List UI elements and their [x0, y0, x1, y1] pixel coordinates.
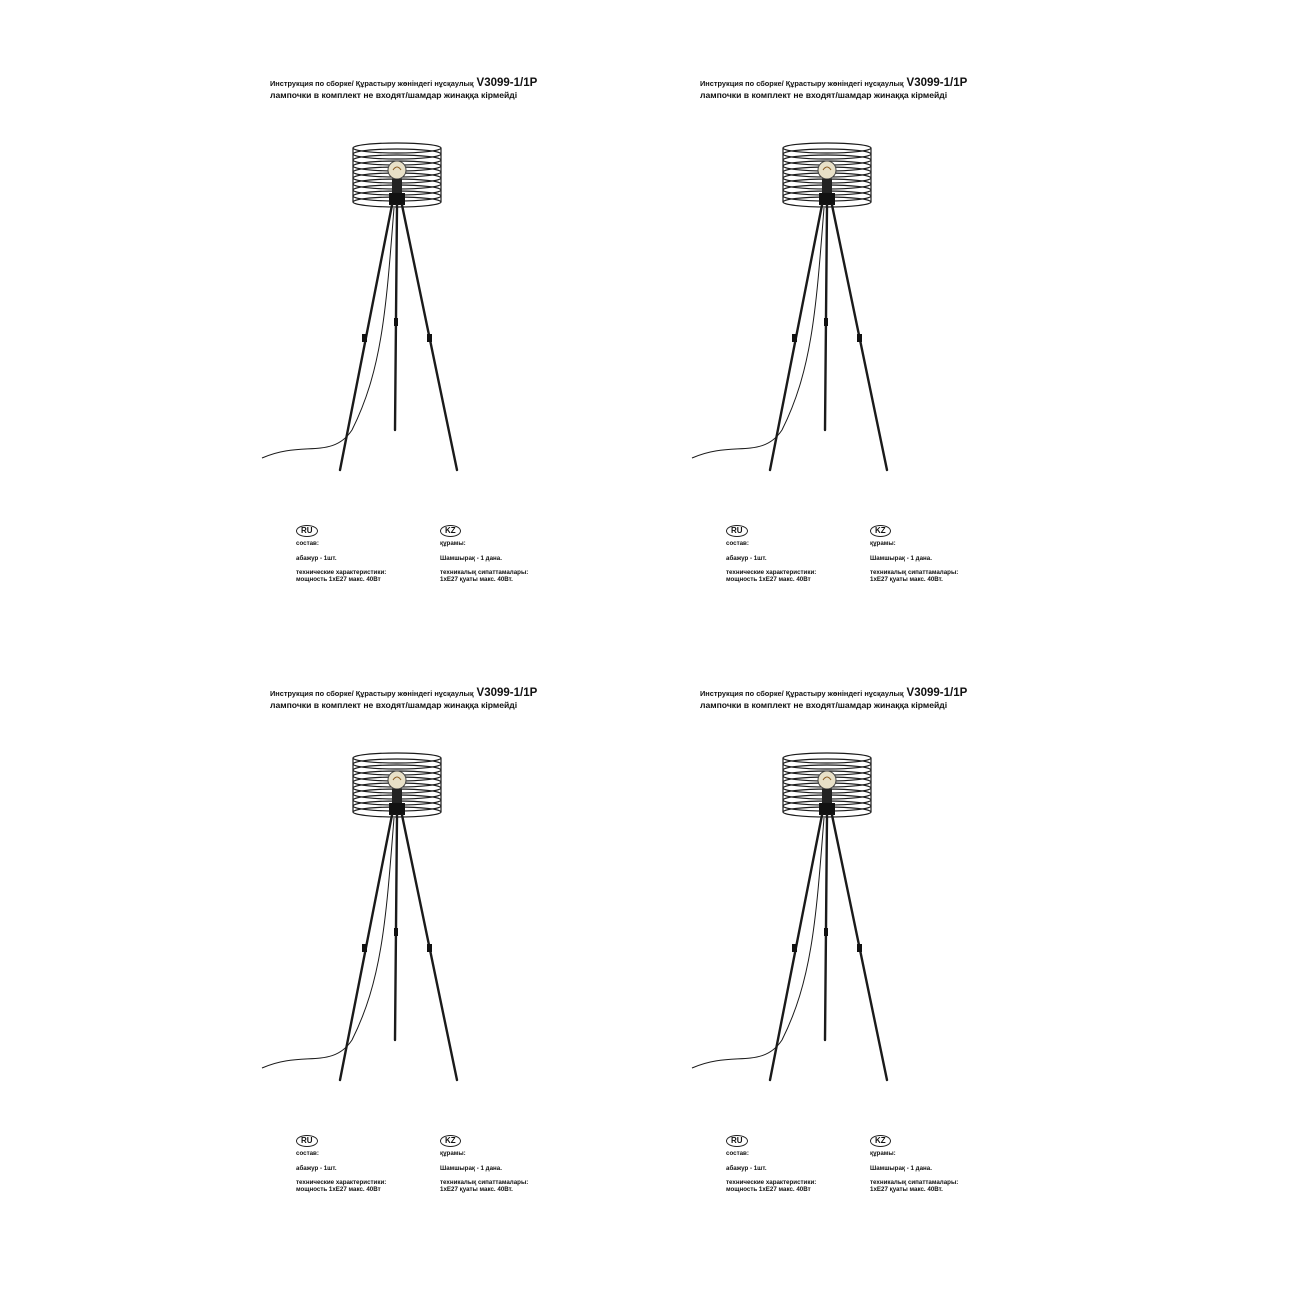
kz-spec-block [870, 525, 1030, 584]
kz-badge-icon: KZ [440, 525, 461, 537]
ru-spec-block [726, 525, 871, 584]
tripod-floor-lamp-illustration [282, 750, 512, 1090]
ru-tech-label: технические характеристики: [726, 1178, 817, 1186]
ru-composition-label: состав: [296, 1150, 319, 1157]
kz-item: Шамшырақ - 1 дана. [870, 1165, 932, 1173]
kz-tech-value: 1хЕ27 қуаты макс. 40Вт. [440, 1186, 513, 1194]
kz-tech-label: техникалық сипаттамалары: [440, 568, 529, 576]
sheet-title: Инструкция по сборке/ Құрастыру жөніндегі нұсқаулық V3099-1/1P [270, 687, 538, 699]
kz-item: Шамшырақ - 1 дана. [440, 1165, 502, 1173]
ru-tech-label: технические характеристики: [296, 568, 387, 576]
kz-spec-block [440, 525, 600, 584]
sheet-title: Инструкция по сборке/ Құрастыру жөніндегі нұсқаулық V3099-1/1P [700, 77, 968, 89]
model-code: V3099-1/1P [906, 687, 968, 699]
kz-badge-icon: KZ [440, 1135, 461, 1147]
instruction-sheet [222, 45, 652, 655]
ru-spec-block [296, 525, 441, 584]
tripod-floor-lamp-illustration [712, 750, 942, 1090]
ru-badge-icon: RU [296, 525, 318, 537]
model-code: V3099-1/1P [476, 77, 538, 89]
kz-tech-value: 1хЕ27 қуаты макс. 40Вт. [870, 576, 943, 584]
sheet-subtitle: лампочки в комплект не входят/шамдар жинаққа кірмейді [700, 700, 948, 710]
kz-composition-label: құрамы: [870, 540, 896, 547]
kz-composition-label: құрамы: [440, 1150, 466, 1157]
ru-composition-label: состав: [726, 1150, 749, 1157]
model-code: V3099-1/1P [476, 687, 538, 699]
ru-tech-label: технические характеристики: [726, 568, 817, 576]
ru-tech-label: технические характеристики: [296, 1178, 387, 1186]
sheet-header [270, 687, 650, 710]
ru-badge-icon: RU [726, 525, 748, 537]
instruction-sheet [652, 45, 1082, 655]
kz-spec-block [870, 1135, 1030, 1194]
ru-composition-label: состав: [296, 540, 319, 547]
ru-item: абажур - 1шт. [726, 555, 767, 563]
kz-badge-icon: KZ [870, 525, 891, 537]
ru-item: абажур - 1шт. [726, 1165, 767, 1173]
kz-tech-label: техникалық сипаттамалары: [870, 568, 959, 576]
ru-composition-label: состав: [726, 540, 749, 547]
kz-item: Шамшырақ - 1 дана. [870, 555, 932, 563]
kz-tech-label: техникалық сипаттамалары: [870, 1178, 959, 1186]
kz-tech-value: 1хЕ27 қуаты макс. 40Вт. [440, 576, 513, 584]
kz-spec-block [440, 1135, 600, 1194]
sheet-subtitle: лампочки в комплект не входят/шамдар жинаққа кірмейді [270, 700, 518, 710]
kz-composition-label: құрамы: [440, 540, 466, 547]
sheet-header [270, 77, 650, 100]
ru-spec-block [296, 1135, 441, 1194]
sheet-subtitle: лампочки в комплект не входят/шамдар жинаққа кірмейді [700, 90, 948, 100]
ru-tech-value: мощность 1хЕ27 макс. 40Вт [726, 1186, 811, 1194]
kz-badge-icon: KZ [870, 1135, 891, 1147]
ru-badge-icon: RU [296, 1135, 318, 1147]
tripod-floor-lamp-illustration [712, 140, 942, 480]
sheet-header [700, 687, 1080, 710]
sheet-title: Инструкция по сборке/ Құрастыру жөніндегі нұсқаулық V3099-1/1P [270, 77, 538, 89]
ru-spec-block [726, 1135, 871, 1194]
ru-tech-value: мощность 1хЕ27 макс. 40Вт [726, 576, 811, 584]
sheet-subtitle: лампочки в комплект не входят/шамдар жинаққа кірмейді [270, 90, 518, 100]
tripod-floor-lamp-illustration [282, 140, 512, 480]
kz-tech-value: 1хЕ27 қуаты макс. 40Вт. [870, 1186, 943, 1194]
ru-badge-icon: RU [726, 1135, 748, 1147]
instruction-sheet [652, 655, 1082, 1265]
kz-tech-label: техникалық сипаттамалары: [440, 1178, 529, 1186]
instruction-sheet [222, 655, 652, 1265]
sheet-header [700, 77, 1080, 100]
ru-item: абажур - 1шт. [296, 1165, 337, 1173]
ru-item: абажур - 1шт. [296, 555, 337, 563]
model-code: V3099-1/1P [906, 77, 968, 89]
kz-composition-label: құрамы: [870, 1150, 896, 1157]
ru-tech-value: мощность 1хЕ27 макс. 40Вт [296, 576, 381, 584]
kz-item: Шамшырақ - 1 дана. [440, 555, 502, 563]
sheet-title: Инструкция по сборке/ Құрастыру жөніндегі нұсқаулық V3099-1/1P [700, 687, 968, 699]
ru-tech-value: мощность 1хЕ27 макс. 40Вт [296, 1186, 381, 1194]
